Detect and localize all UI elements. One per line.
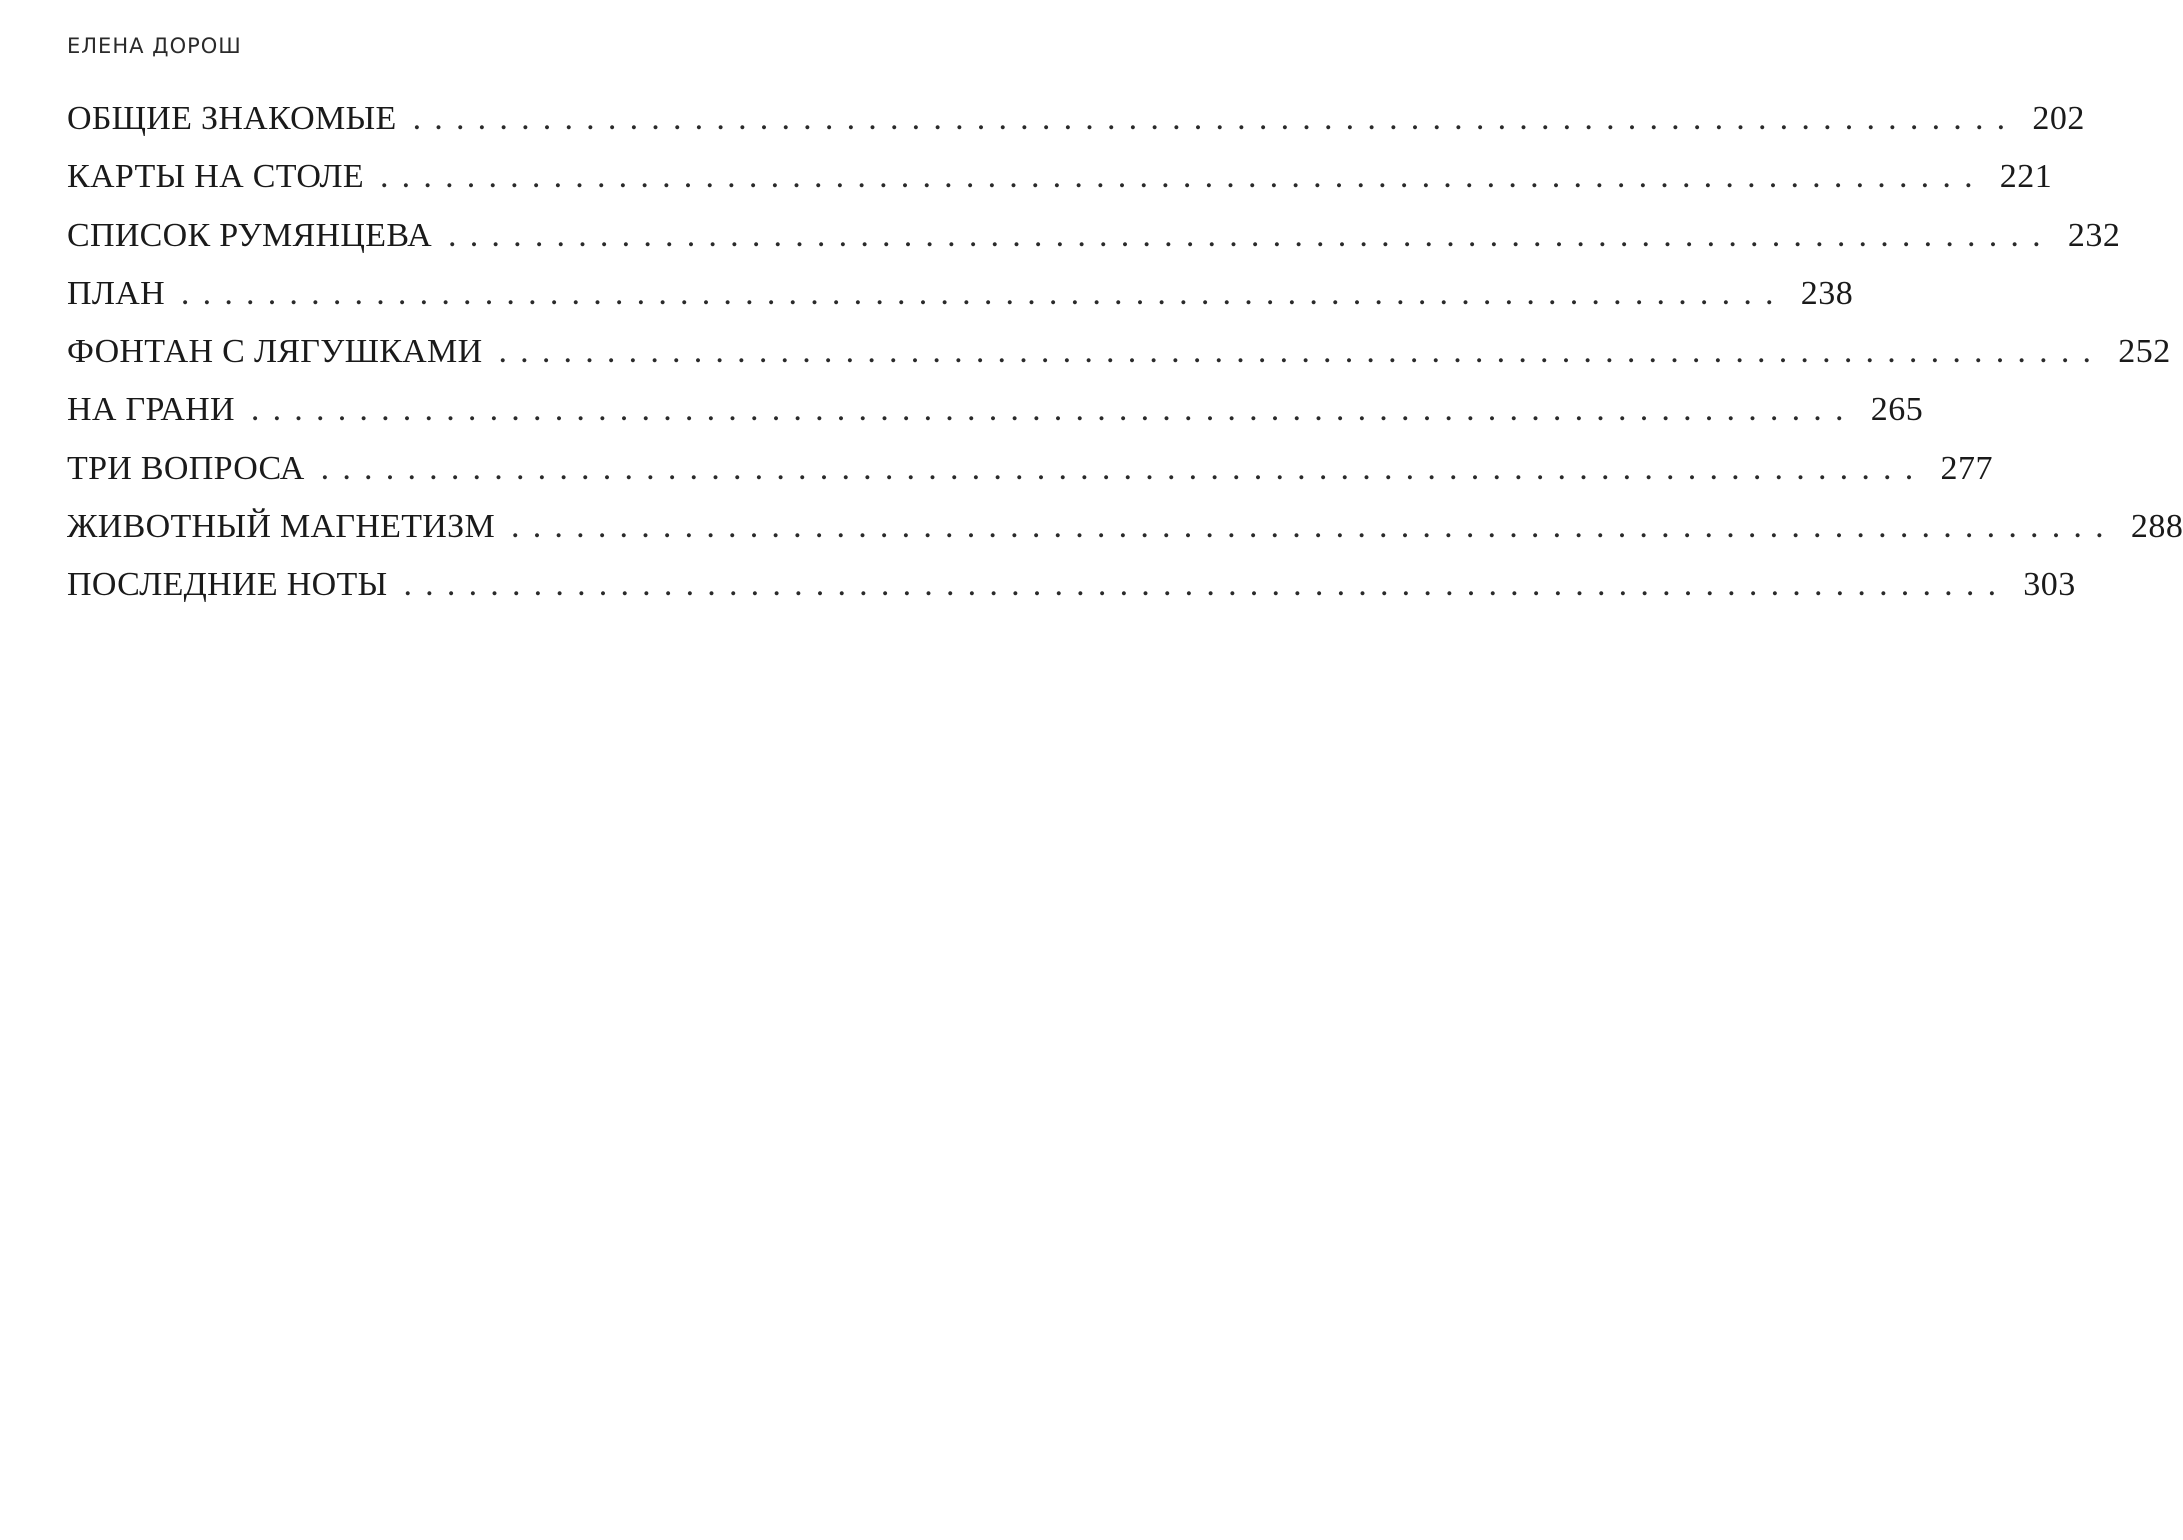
toc-entry-title: ЖИВОТНЫЙ МАГНЕТИЗМ [67, 508, 496, 546]
dot-leader: .......................................................................... [379, 158, 1986, 196]
toc-entry [67, 158, 2053, 216]
dot-leader: .......................................................................... [403, 566, 2010, 604]
toc-entry-title: НА ГРАНИ [67, 391, 235, 429]
dot-leader: .......................................................................... [511, 508, 2117, 546]
dot-leader: .......................................................................... [250, 391, 1857, 429]
toc-entry [67, 274, 1854, 333]
toc-entry-title: СПИСОК РУМЯНЦЕВА [67, 216, 433, 254]
toc-entry [67, 216, 2121, 275]
table-of-contents [67, 100, 2183, 625]
dot-leader: .......................................................................... [320, 449, 1927, 487]
toc-entry-page: 277 [1940, 449, 1993, 487]
running-head: ЕЛЕНА ДОРОШ [67, 34, 242, 58]
toc-entry-page: 303 [2023, 566, 2076, 604]
toc-entry-page: 232 [2067, 216, 2121, 254]
toc-entry [67, 100, 2085, 158]
toc-entry [67, 566, 2076, 624]
toc-entry-title: КАРТЫ НА СТОЛЕ [67, 158, 364, 196]
toc-entry-page: 221 [1999, 158, 2053, 196]
toc-entry [67, 391, 1924, 449]
dot-leader: .......................................................................... [180, 274, 1787, 312]
toc-entry-title: ТРИ ВОПРОСА [67, 449, 305, 487]
dot-leader: .......................................................................... [498, 333, 2105, 371]
dot-leader: .......................................................................... [412, 100, 2019, 137]
toc-entry [67, 333, 2171, 391]
toc-entry [67, 449, 1993, 508]
toc-entry-title: ПЛАН [67, 274, 165, 312]
dot-leader: .......................................................................... [448, 216, 2054, 254]
toc-entry-page: 238 [1800, 274, 1854, 312]
toc-entry-page: 252 [2118, 333, 2171, 371]
toc-entry-page: 288 [2130, 508, 2183, 546]
toc-entry-page: 202 [2032, 100, 2085, 137]
toc-entry-title: ПОСЛЕДНИЕ НОТЫ [67, 566, 388, 604]
toc-entry-title: ФОНТАН С ЛЯГУШКАМИ [67, 333, 483, 371]
toc-entry [67, 508, 2183, 566]
toc-entry-page: 265 [1870, 391, 1924, 429]
toc-entry-title: ОБЩИЕ ЗНАКОМЫЕ [67, 100, 397, 137]
